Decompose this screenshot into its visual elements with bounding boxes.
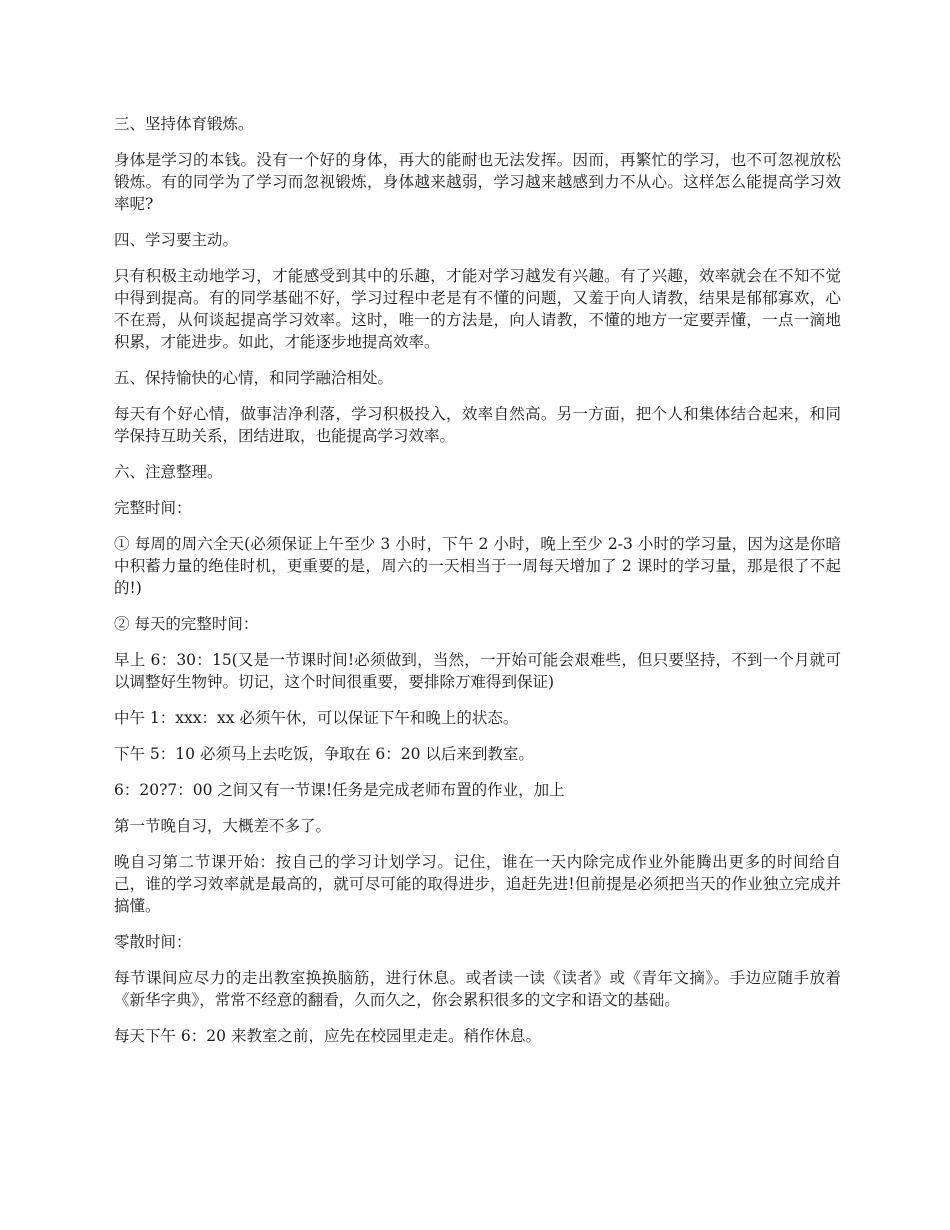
section-heading-exercise: 三、坚持体育锻炼。 [114, 115, 254, 133]
paragraph-afternoon: 下午 5：10 必须马上去吃饭，争取在 6：20 以后来到教室。 [114, 745, 534, 763]
paragraph-exercise: 身体是学习的本钱。没有一个好的身体，再大的能耐也无法发挥。因而，再繁忙的学习，也不可忽视放松锻炼。有的同学为了学习而忽视锻炼，身体越来越弱，学习越来越感到力不从心。这样怎么能提高学习效率呢? [114, 151, 841, 213]
paragraph-second-study-hall: 晚自习第二节课开始：按自己的学习计划学习。记住，谁在一天内除完成作业外能腾出更多的时间给自己，谁的学习效率就是最高的，就可尽可能的取得进步，追赶先进!但前提是必须把当天的作业独立完成并搞懂。 [114, 853, 841, 915]
paragraph-mood: 每天有个好心情，做事洁净利落，学习积极投入，效率自然高。另一方面，把个人和集体结合起来，和同学保持互助关系，团结进取，也能提高学习效率。 [114, 405, 841, 445]
section-heading-initiative: 四、学习要主动。 [114, 231, 239, 249]
paragraph-first-study-hall: 第一节晚自习，大概差不多了。 [114, 817, 332, 835]
subheading-full-time: 完整时间： [114, 499, 192, 517]
paragraph-evening-class: 6：20?7：00 之间又有一节课!任务是完成老师布置的作业，加上 [114, 781, 565, 799]
subheading-daily-time: ② 每天的完整时间： [114, 615, 259, 633]
paragraph-morning: 早上 6：30：15(又是一节课时间!必须做到，当然，一开始可能会艰难些，但只要坚持，不到一个月就可以调整好生物钟。切记，这个时间很重要，要排除万难得到保证) [114, 651, 841, 691]
section-heading-mood: 五、保持愉快的心情，和同学融洽相处。 [114, 369, 394, 387]
paragraph-walk: 每天下午 6：20 来教室之前，应先在校园里走走。稍作休息。 [114, 1027, 541, 1045]
paragraph-saturday: ① 每周的周六全天(必须保证上午至少 3 小时，下午 2 小时，晚上至少 2-3 小时的学习量，因为这是你暗中积蓄力量的绝佳时机，更重要的是，周六的一天相当于一周每天增加了 2 课时的学习量，那是很了不起的!) [114, 535, 841, 597]
document-body [114, 113, 841, 1061]
section-heading-organize: 六、注意整理。 [114, 463, 223, 481]
paragraph-initiative: 只有积极主动地学习，才能感受到其中的乐趣，才能对学习越发有兴趣。有了兴趣，效率就会在不知不觉中得到提高。有的同学基础不好，学习过程中老是有不懂的问题，又羞于向人请教，结果是郁郁寡欢，心不在焉，从何谈起提高学习效率。这时，唯一的方法是，向人请教，不懂的地方一定要弄懂，一点一滴地积累，才能进步。如此，才能逐步地提高效率。 [114, 267, 841, 351]
subheading-spare-time: 零散时间： [114, 933, 192, 951]
paragraph-noon: 中午 1：xxx：xx 必须午休，可以保证下午和晚上的状态。 [114, 709, 519, 727]
paragraph-breaks: 每节课间应尽力的走出教室换换脑筋，进行休息。或者读一读《读者》或《青年文摘》。手边应随手放着《新华字典》，常常不经意的翻看，久而久之，你会累积很多的文字和语文的基础。 [114, 969, 841, 1009]
